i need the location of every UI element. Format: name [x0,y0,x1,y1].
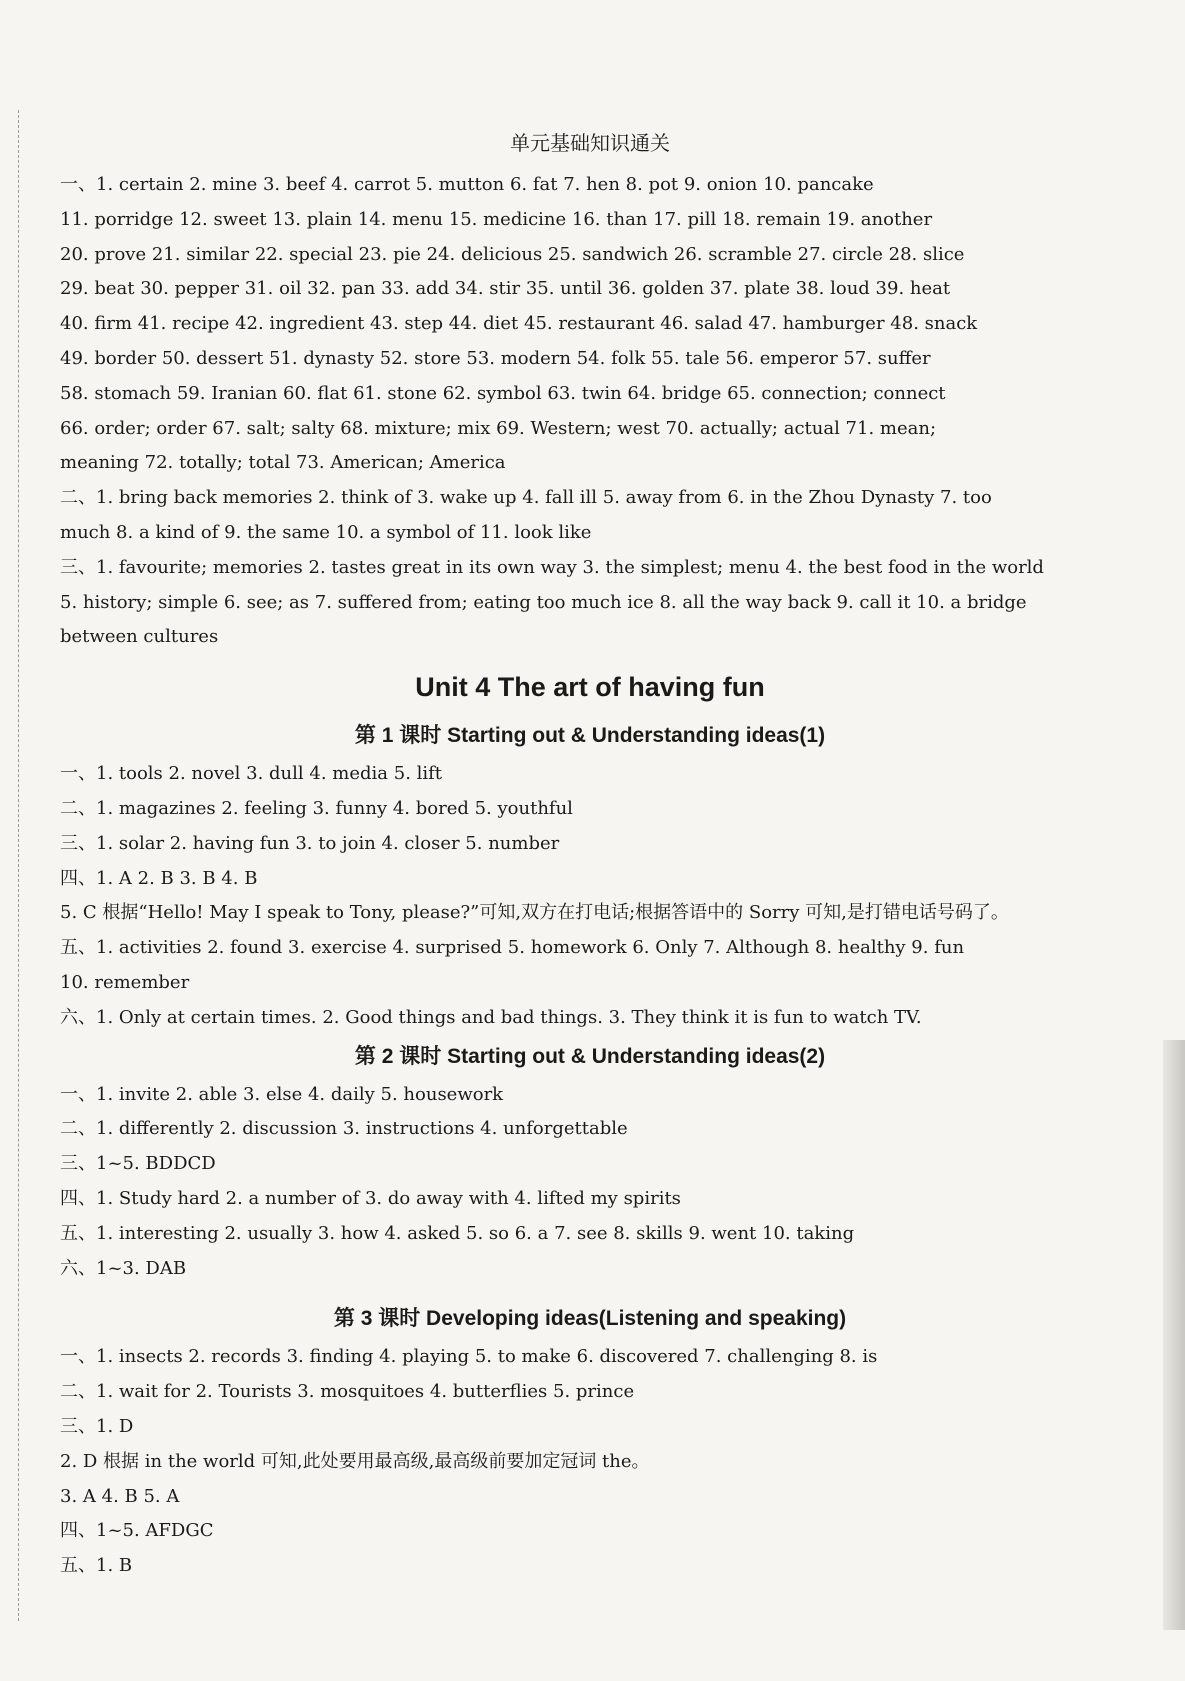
unit-title: Unit 4 The art of having fun [415,672,765,703]
answer-line: 一、1. insects 2. records 3. finding 4. playing 5. to make 6. discovered 7. challenging 8. is [60,1346,878,1368]
answer-line: 二、1. magazines 2. feeling 3. funny 4. bored 5. youthful [60,797,573,819]
answer-line: 40. firm 41. recipe 42. ingredient 43. step 44. diet 45. restaurant 46. salad 47. hamburger 48. snack [60,313,978,335]
answer-line: 三、1. solar 2. having fun 3. to join 4. closer 5. number [60,832,560,854]
answer-line: 49. border 50. dessert 51. dynasty 52. store 53. modern 54. folk 55. tale 56. emperor 57. suffer [60,347,931,369]
answer-line: 一、1. invite 2. able 3. else 4. daily 5. housework [60,1083,504,1105]
scan-edge-shadow [1163,1040,1185,1630]
answer-line: 5. C 根据“Hello! May I speak to Tony, please?”可知,双方在打电话;根据答语中的 Sorry 可知,是打错电话号码了。 [60,902,1009,924]
answer-line: 66. order; order 67. salt; salty 68. mixture; mix 69. Western; west 70. actually; actual 71. mean; [60,417,937,439]
answer-line: 3. A 4. B 5. A [60,1485,180,1507]
answer-line: 六、1. Only at certain times. 2. Good things and bad things. 3. They think it is fun to watch TV. [60,1006,922,1028]
answer-line: 四、1~5. AFDGC [60,1520,214,1542]
answer-line: 5. history; simple 6. see; as 7. suffered from; eating too much ice 8. all the way back 9. call it 10. a bridge [60,591,1027,613]
answer-line: 三、1. favourite; memories 2. tastes great in its own way 3. the simplest; menu 4. the best food in the world [60,556,1044,578]
answer-page [60,118,1120,1584]
answer-line: 五、1. B [60,1555,133,1577]
answer-line: 四、1. A 2. B 3. B 4. B [60,867,258,889]
section-title: 单元基础知识通关 [510,131,670,155]
section1-answers [60,168,1120,655]
lesson-3-title: 第 3 课时 Developing ideas(Listening and speaking) [333,1307,847,1331]
answer-line: 四、1. Study hard 2. a number of 3. do away with 4. lifted my spirits [60,1187,681,1209]
binding-margin-line [18,110,19,1621]
answer-line: 58. stomach 59. Iranian 60. flat 61. stone 62. symbol 63. twin 64. bridge 65. connection; connect [60,382,946,404]
answer-line: 一、1. tools 2. novel 3. dull 4. media 5. lift [60,763,443,785]
answer-line: 二、1. differently 2. discussion 3. instructions 4. unforgettable [60,1118,628,1140]
lesson2-answers [60,1078,1120,1287]
answer-line: between cultures [60,626,219,648]
lesson1-answers [60,757,1120,1035]
answer-line: 六、1~3. DAB [60,1257,187,1279]
answer-line: 二、1. bring back memories 2. think of 3. wake up 4. fall ill 5. away from 6. in the Zhou Dynasty 7. too [60,487,992,509]
answer-line: 2. D 根据 in the world 可知,此处要用最高级,最高级前要加定冠词 the。 [60,1450,650,1472]
lesson3-answers [60,1340,1120,1584]
lesson-2-title: 第 2 课时 Starting out & Understanding ideas(2) [354,1044,826,1068]
lesson-1-title: 第 1 课时 Starting out & Understanding ideas(1) [354,724,826,748]
answer-line: 11. porridge 12. sweet 13. plain 14. menu 15. medicine 16. than 17. pill 18. remain 19. another [60,208,933,230]
answer-line: 二、1. wait for 2. Tourists 3. mosquitoes 4. butterflies 5. prince [60,1381,635,1403]
answer-line: 10. remember [60,971,190,993]
answer-line: much 8. a kind of 9. the same 10. a symbol of 11. look like [60,521,592,543]
answer-line: 20. prove 21. similar 22. special 23. pie 24. delicious 25. sandwich 26. scramble 27. circle 28. slice [60,243,965,265]
answer-line: 29. beat 30. pepper 31. oil 32. pan 33. add 34. stir 35. until 36. golden 37. plate 38. loud 39. heat [60,278,951,300]
answer-line: 三、1. D [60,1415,134,1437]
answer-line: 五、1. activities 2. found 3. exercise 4. surprised 5. homework 6. Only 7. Although 8. healthy 9. fun [60,937,965,959]
answer-line: meaning 72. totally; total 73. American; America [60,452,506,474]
answer-line: 一、1. certain 2. mine 3. beef 4. carrot 5. mutton 6. fat 7. hen 8. pot 9. onion 10. pancake [60,174,874,195]
answer-line: 五、1. interesting 2. usually 3. how 4. asked 5. so 6. a 7. see 8. skills 9. went 10. taking [60,1222,855,1244]
answer-line: 三、1~5. BDDCD [60,1153,216,1175]
